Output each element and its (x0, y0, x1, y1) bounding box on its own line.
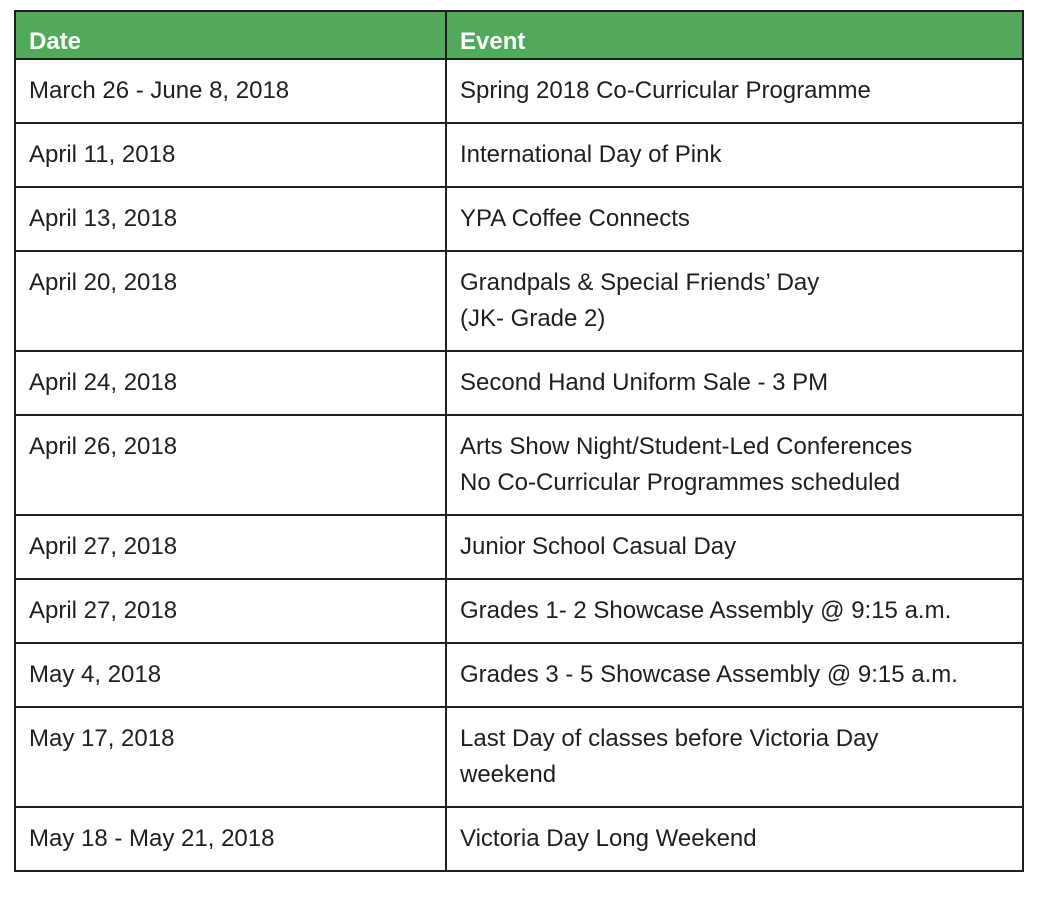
table-row (15, 807, 1023, 871)
table-row (15, 415, 1023, 515)
event-text: Victoria Day Long Weekend (460, 825, 757, 852)
event-cell (446, 579, 1023, 643)
event-text: Grades 1- 2 Showcase Assembly @ 9:15 a.m. (460, 597, 952, 624)
event-text: Last Day of classes before Victoria Day (460, 725, 879, 752)
event-text: weekend (460, 761, 557, 788)
event-text: Second Hand Uniform Sale - 3 PM (460, 369, 829, 396)
event-cell (446, 59, 1023, 123)
table-row (15, 579, 1023, 643)
event-cell (446, 415, 1023, 515)
date-cell: April 11, 2018 (15, 123, 446, 187)
event-cell (446, 643, 1023, 707)
table-row (15, 643, 1023, 707)
event-text: Spring 2018 Co-Curricular Programme (460, 77, 871, 104)
table-row (15, 351, 1023, 415)
event-cell (446, 515, 1023, 579)
date-cell: April 27, 2018 (15, 515, 446, 579)
event-text: No Co-Curricular Programmes scheduled (460, 469, 901, 496)
event-text: Arts Show Night/Student-Led Conferences (460, 433, 913, 460)
event-cell (446, 807, 1023, 871)
event-text: International Day of Pink (460, 141, 722, 168)
table-row (15, 187, 1023, 251)
event-column-header: Event (446, 11, 1023, 59)
header-row (15, 11, 1023, 59)
event-cell (446, 123, 1023, 187)
table-row (15, 59, 1023, 123)
date-cell: May 18 - May 21, 2018 (15, 807, 446, 871)
event-cell (446, 351, 1023, 415)
event-text: (JK- Grade 2) (460, 305, 606, 332)
date-column-header: Date (15, 11, 446, 59)
table-body (15, 59, 1023, 871)
table-row (15, 707, 1023, 807)
date-cell: April 13, 2018 (15, 187, 446, 251)
table-header (15, 11, 1023, 59)
event-cell (446, 251, 1023, 351)
event-cell (446, 187, 1023, 251)
event-text: Grandpals & Special Friends’ Day (460, 269, 820, 296)
event-text: YPA Coffee Connects (460, 205, 690, 232)
event-text: Junior School Casual Day (460, 533, 737, 560)
table-row (15, 251, 1023, 351)
table-row (15, 123, 1023, 187)
date-cell: May 4, 2018 (15, 643, 446, 707)
events-table (14, 10, 1024, 872)
event-cell (446, 707, 1023, 807)
table-row (15, 515, 1023, 579)
date-cell: March 26 - June 8, 2018 (15, 59, 446, 123)
event-text: Grades 3 - 5 Showcase Assembly @ 9:15 a.m. (460, 661, 958, 688)
date-cell: April 20, 2018 (15, 251, 446, 351)
date-cell: April 26, 2018 (15, 415, 446, 515)
date-cell: April 27, 2018 (15, 579, 446, 643)
date-cell: May 17, 2018 (15, 707, 446, 807)
date-cell: April 24, 2018 (15, 351, 446, 415)
